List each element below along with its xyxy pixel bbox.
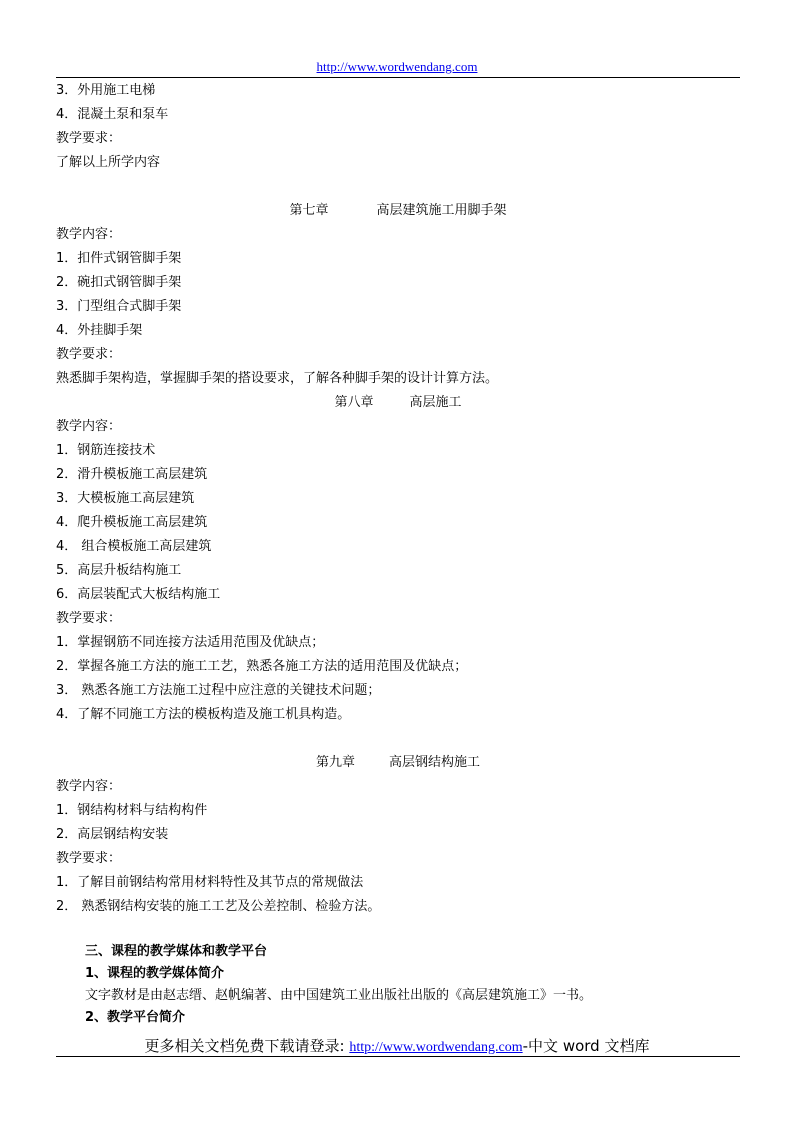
list-item: 3．外用施工电梯 [56, 83, 156, 98]
requirement-label: 教学要求： [56, 611, 122, 626]
list-item: 4．爬升模板施工高层建筑 [56, 515, 208, 530]
content-label: 教学内容： [56, 227, 122, 242]
content-label: 教学内容： [56, 779, 122, 794]
list-item: 1．钢筋连接技术 [56, 443, 156, 458]
document-body [56, 79, 740, 1029]
chapter-8-heading [56, 391, 740, 415]
list-item: 4．外挂脚手架 [56, 323, 143, 338]
paragraph: 熟悉脚手架构造，掌握脚手架的搭设要求，了解各种脚手架的设计计算方法。 [56, 371, 499, 386]
list-item: 4．了解不同施工方法的模板构造及施工机具构造。 [56, 707, 351, 722]
list-item: 3．大模板施工高层建筑 [56, 491, 195, 506]
footer-prefix: 更多相关文档免费下载请登录: [144, 1037, 350, 1055]
paragraph: 了解以上所学内容 [56, 155, 161, 170]
paragraph: 文字教材是由赵志缙、赵帆编著、由中国建筑工业出版社出版的《高层建筑施工》一书。 [85, 988, 593, 1003]
footer-suffix: -中文 word 文档库 [522, 1037, 650, 1055]
subsection-heading: 2、教学平台简介 [85, 1010, 186, 1025]
list-item: 5．高层升板结构施工 [56, 563, 182, 578]
header-link[interactable]: http://www.wordwendang.com [316, 59, 478, 74]
list-item: 2．碗扣式钢管脚手架 [56, 275, 182, 290]
chapter-number: 第九章 [315, 755, 355, 770]
chapter-number: 第七章 [289, 203, 329, 218]
list-item: 2． 熟悉钢结构安装的施工工艺及公差控制、检验方法。 [56, 899, 381, 914]
requirement-label: 教学要求： [56, 347, 122, 362]
list-item: 1．掌握钢筋不同连接方法适用范围及优缺点； [56, 635, 325, 650]
subsection-heading: 1、课程的教学媒体简介 [85, 966, 225, 981]
page-footer [0, 1035, 794, 1057]
list-item: 1．了解目前钢结构常用材料特性及其节点的常规做法 [56, 875, 364, 890]
section-heading: 三、课程的教学媒体和教学平台 [85, 944, 268, 959]
list-item: 2．高层钢结构安装 [56, 827, 169, 842]
list-item: 2．掌握各施工方法的施工工艺，熟悉各施工方法的适用范围及优缺点； [56, 659, 468, 674]
header-rule [56, 77, 740, 78]
page-header [0, 59, 794, 75]
chapter-title: 高层建筑施工用脚手架 [376, 203, 507, 218]
content-label: 教学内容： [56, 419, 122, 434]
list-item: 1．扣件式钢管脚手架 [56, 251, 182, 266]
chapter-9-heading [56, 751, 740, 775]
list-item: 6．高层装配式大板结构施工 [56, 587, 221, 602]
list-item: 2．滑升模板施工高层建筑 [56, 467, 208, 482]
footer-rule [56, 1056, 740, 1057]
footer-link[interactable]: http://www.wordwendang.com [349, 1040, 523, 1055]
chapter-title: 高层钢结构施工 [389, 755, 481, 770]
list-item: 3．门型组合式脚手架 [56, 299, 182, 314]
list-item: 3． 熟悉各施工方法施工过程中应注意的关键技术问题； [56, 683, 381, 698]
list-item: 4． 组合模板施工高层建筑 [56, 539, 212, 554]
chapter-7-heading [56, 199, 740, 223]
list-item: 4．混凝土泵和泵车 [56, 107, 169, 122]
chapter-number: 第八章 [334, 395, 374, 410]
requirement-label: 教学要求： [56, 131, 122, 146]
list-item: 1．钢结构材料与结构构件 [56, 803, 208, 818]
chapter-title: 高层施工 [409, 395, 462, 410]
requirement-label: 教学要求： [56, 851, 122, 866]
